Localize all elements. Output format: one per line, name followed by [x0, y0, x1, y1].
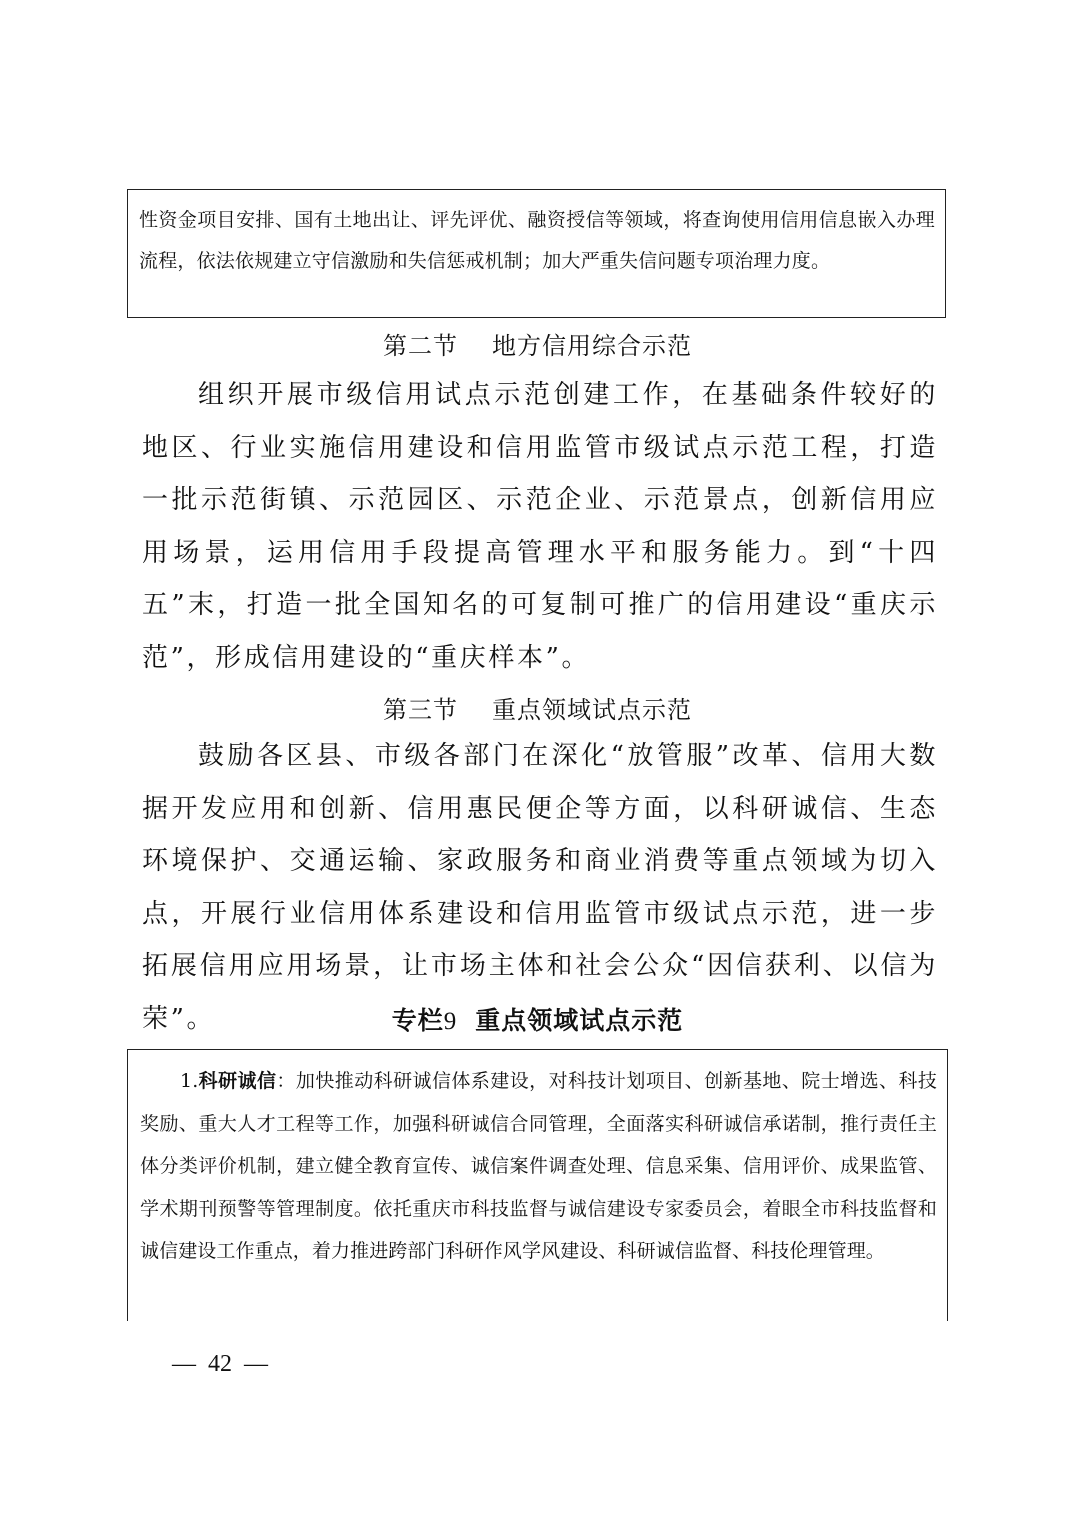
- section-3-body: 鼓励各区县、市级各部门在深化“放管服”改革、信用大数据开发应用和创新、信用惠民便企等方面，以科研诚信、生态环境保护、交通运输、家政服务和商业消费等重点领域为切入点，开展行业信用体系建设和信用监管市级试点示范，进一步拓展信用应用场景，让市场主体和社会公众“因信获利、以信为荣”。: [142, 741, 938, 1034]
- column-number: 9: [443, 1008, 458, 1035]
- page-number: — 42 —: [172, 1351, 268, 1377]
- section-heading-2: [0, 326, 1075, 361]
- column-title: [0, 1001, 1075, 1037]
- column-box: [127, 1049, 948, 1321]
- column-item-separator: ：: [276, 1070, 296, 1092]
- column-title-text: 重点领域试点示范: [475, 1006, 684, 1035]
- column-item-1: [140, 1060, 937, 1273]
- section-2-label: 第二节: [383, 332, 458, 360]
- section-2-body: 组织开展市级信用试点示范创建工作，在基础条件较好的地区、行业实施信用建设和信用监管市级试点示范工程，打造一批示范街镇、示范园区、示范企业、示范景点，创新信用应用场景，运用信用手段提高管理水平和服务能力。到“十四五”末，打造一批全国知名的可复制可推广的信用建设“重庆示范”，形成信用建设的“重庆样本”。: [142, 380, 938, 673]
- section-2-title: 地方信用综合示范: [492, 332, 692, 360]
- section-3-title: 重点领域试点示范: [492, 696, 692, 724]
- column-item-text: 加快推动科研诚信体系建设，对科技计划项目、创新基地、院士增选、科技奖励、重大人才工程等工作，加强科研诚信合同管理，全面落实科研诚信承诺制，推行责任主体分类评价机制，建立健全教育宣传、诚信案件调查处理、信息采集、信用评价、成果监管、学术期刊预警等管理制度。依托重庆市科技监督与诚信建设专家委员会，着眼全市科技监督和诚信建设工作重点，着力推进跨部门科研作风学风建设、科研诚信监督、科技伦理管理。: [140, 1070, 937, 1262]
- section-heading-3: [0, 690, 1075, 725]
- column-item-keyword: 科研诚信: [198, 1070, 277, 1092]
- continued-column-box: [127, 189, 946, 318]
- column-label: 专栏: [391, 1006, 444, 1035]
- section-3-label: 第三节: [383, 696, 458, 724]
- continued-column-text: 性资金项目安排、国有土地出让、评先评优、融资授信等领域，将查询使用信用信息嵌入办理流程，依法依规建立守信激励和失信惩戒机制；加大严重失信问题专项治理力度。: [139, 209, 935, 272]
- column-item-index: 1.: [180, 1070, 199, 1092]
